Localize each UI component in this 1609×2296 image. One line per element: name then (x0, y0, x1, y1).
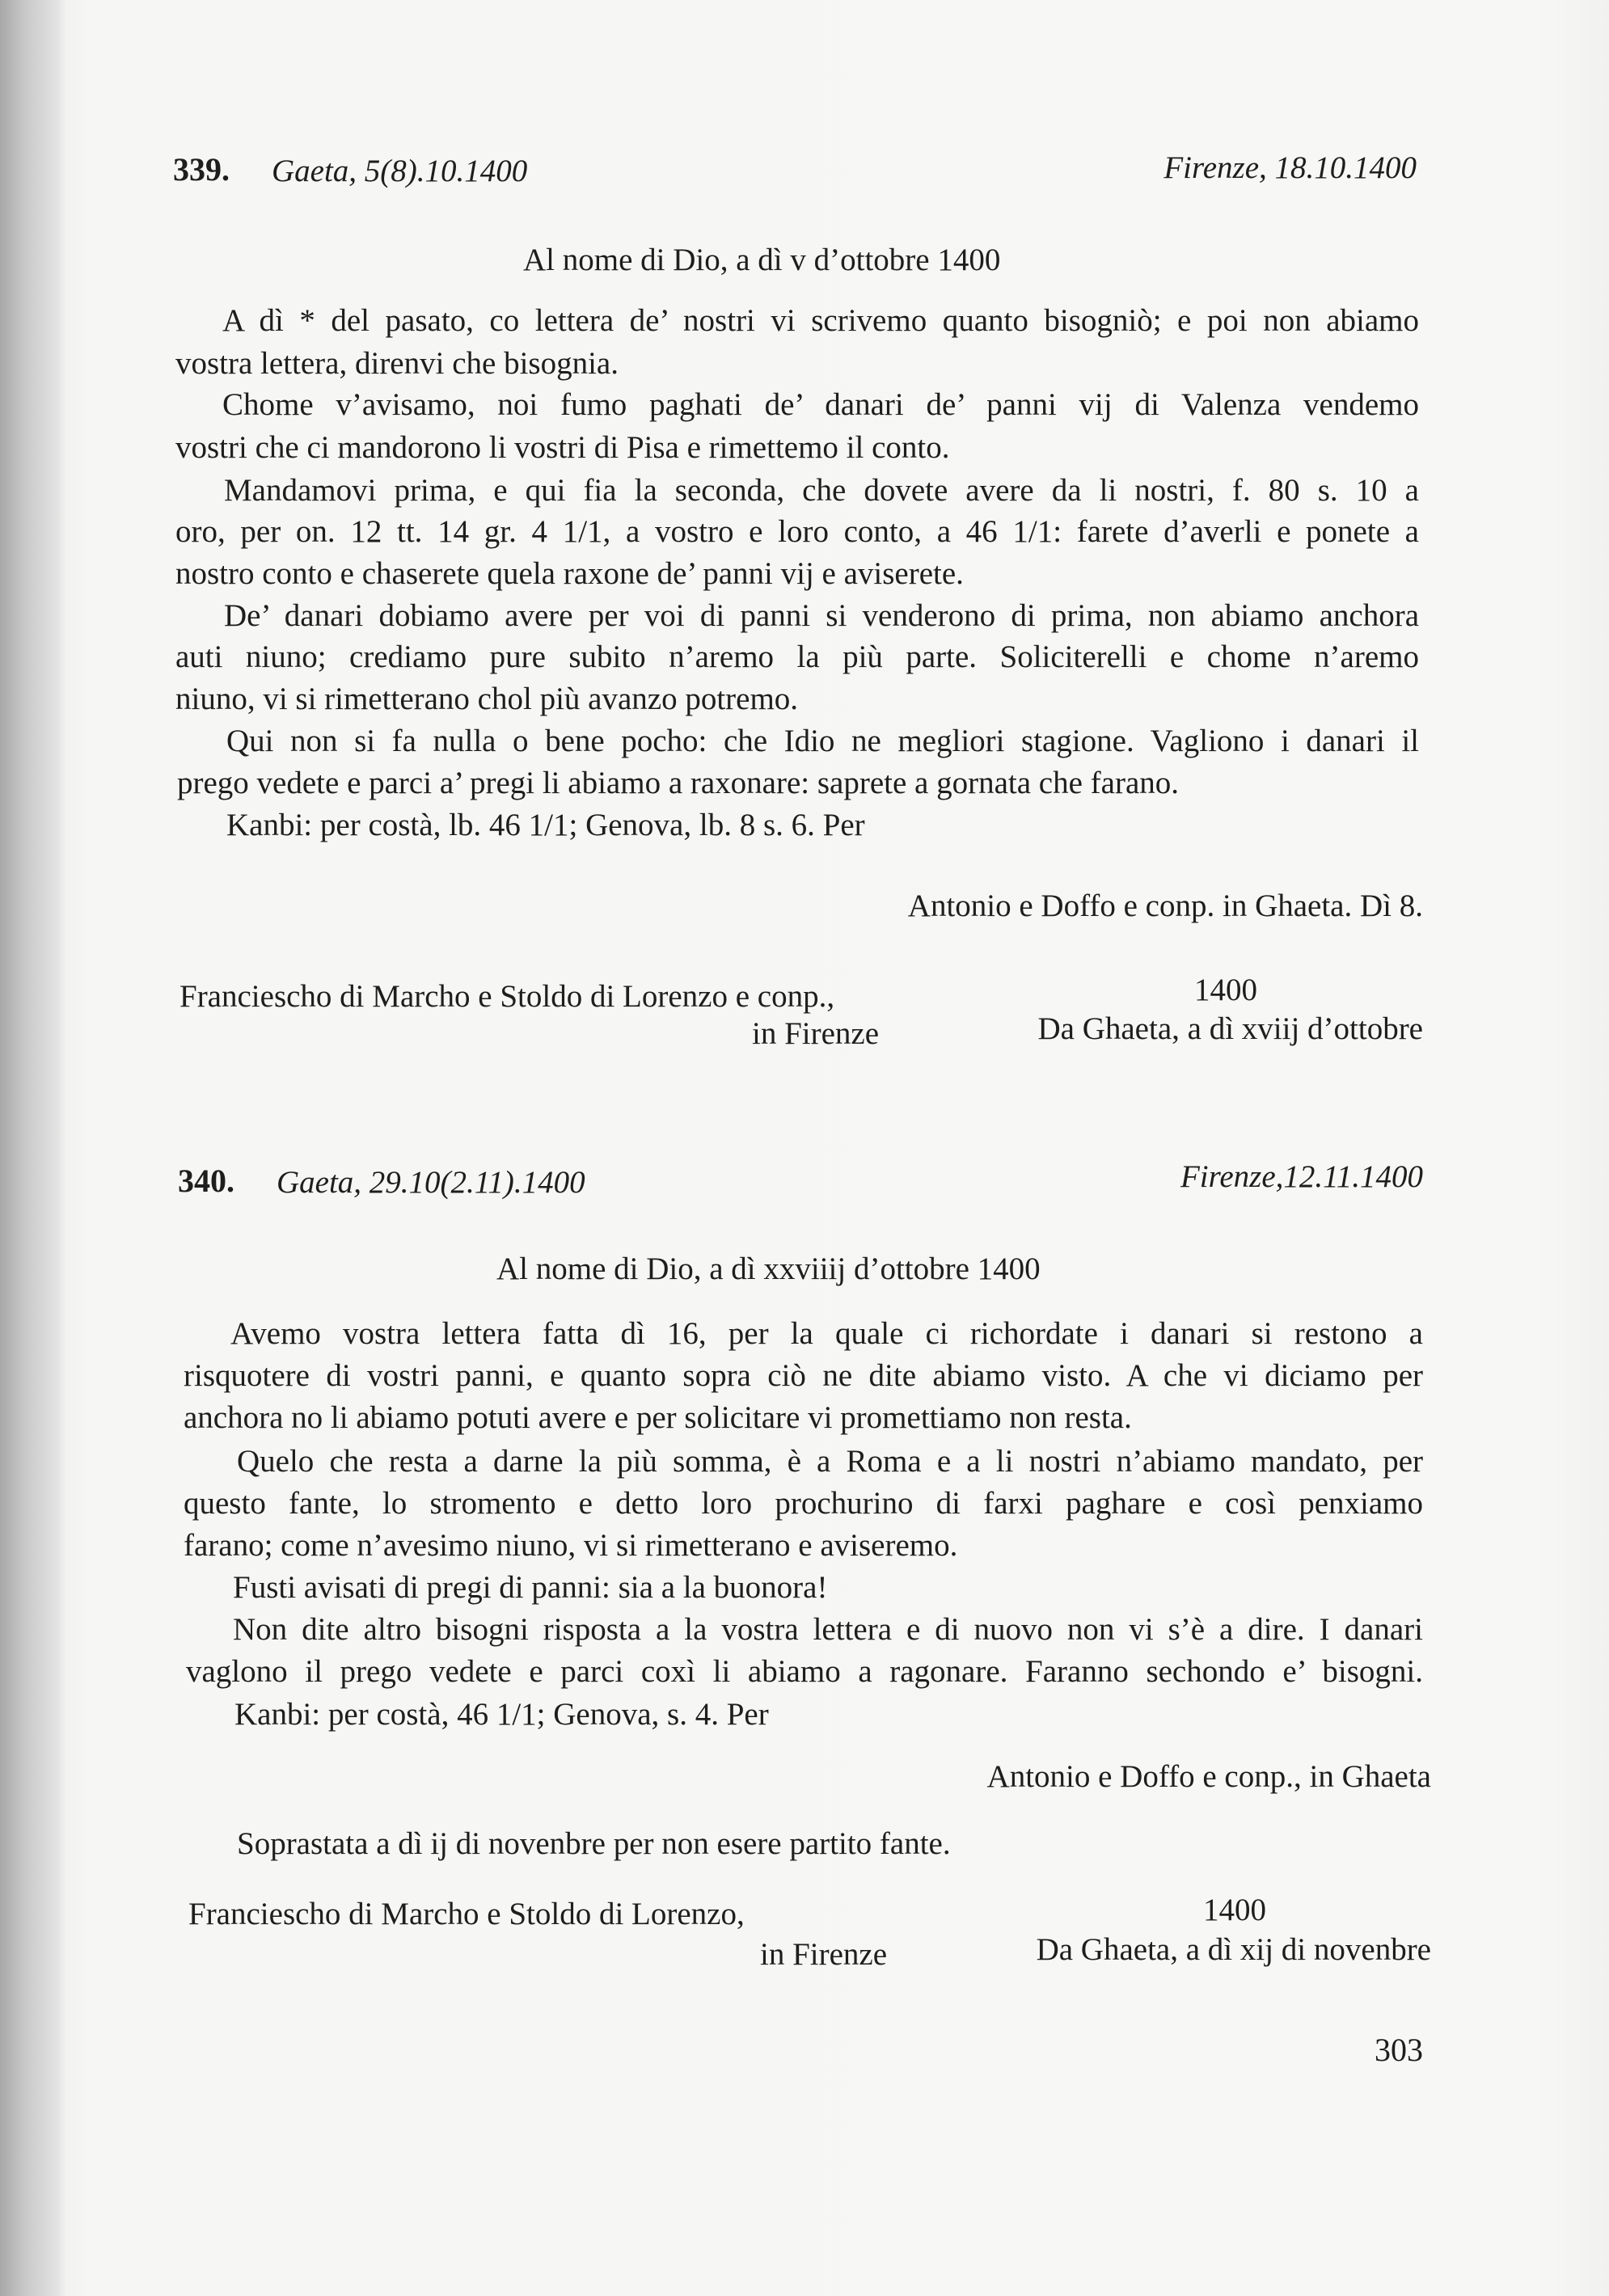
letter-339-number: 339. (173, 151, 230, 188)
page-gutter-shadow (0, 0, 66, 2296)
letter-339-line-6: oro, per on. 12 tt. 14 gr. 4 1/1, a vostro e loro conto, a 46 1/1: farete d’averli e ponete a (175, 514, 1419, 549)
letter-339-address-name: Franciescho di Marcho e Stoldo di Lorenzo e conp., (179, 979, 835, 1014)
letter-340-address-name: Franciescho di Marcho e Stoldo di Lorenzo, (188, 1897, 745, 1931)
letter-339-line-10: niuno, vi si rimetterano chol più avanzo potremo. (175, 682, 799, 716)
letter-340-receipt-year: 1400 (1203, 1893, 1266, 1927)
letter-340-line-7: Fusti avisati di pregi di panni: sia a la buonora! (233, 1570, 828, 1605)
letter-339-arrival-date: Firenze, 18.10.1400 (1163, 150, 1417, 185)
letter-340-line-10: Kanbi: per costà, 46 1/1; Genova, s. 4. Per (234, 1697, 769, 1732)
letter-340-line-8: Non dite altro bisogni risposta a la vostra lettera e di nuovo non vi s’è a dire. I danari (233, 1612, 1423, 1647)
letter-339-line-9: auti niuno; crediamo pure subito n’aremo la più parte. Soliciterelli e chome n’aremo (175, 639, 1419, 674)
letter-339-invocation: Al nome di Dio, a dì v d’ottobre 1400 (523, 243, 1001, 277)
letter-339-address-place: in Firenze (752, 1016, 880, 1051)
letter-339-line-4: vostri che ci mandorono li vostri di Pisa e rimettemo il conto. (175, 430, 950, 465)
letter-340-arrival-date: Firenze,12.11.1400 (1180, 1159, 1423, 1194)
letter-339-receipt-line: Da Ghaeta, a dì xviij d’ottobre (1037, 1011, 1423, 1046)
letter-340-line-9: vaglono il prego vedete e parci coxì li abiamo a ragonare. Faranno sechondo e’ bisogni. (186, 1654, 1423, 1689)
letter-340-line-5: questo fante, lo stromento e detto loro prochurino di farxi paghare e così penxiamo (184, 1486, 1423, 1521)
letter-339-line-11: Qui non si fa nulla o bene pocho: che Idio ne megliori stagione. Vagliono i danari il (226, 724, 1419, 758)
letter-339-line-3: Chome v’avisamo, noi fumo paghati de’ danari de’ panni vij di Valenza vendemo (222, 387, 1419, 422)
letter-339-line-8: De’ danari dobiamo avere per voi di panni si venderono di prima, non abiamo anchora (224, 598, 1419, 633)
page-number: 303 (1375, 2032, 1423, 2068)
letter-339-line-1: A dì * del pasato, co lettera de’ nostri vi scrivemo quanto bisogniò; e poi non abiamo (222, 303, 1419, 338)
letter-340-line-3: anchora no li abiamo potuti avere e per solicitare vi promettiamo non resta. (184, 1400, 1132, 1435)
letter-340-address-place: in Firenze (760, 1937, 888, 1972)
letter-340-invocation: Al nome di Dio, a dì xxviiij d’ottobre 1400 (496, 1251, 1041, 1286)
letter-339-receipt-year: 1400 (1194, 973, 1257, 1007)
letter-339-signature: Antonio e Doffo e conp. in Ghaeta. Dì 8. (907, 888, 1423, 923)
letter-340-origin-date: Gaeta, 29.10(2.11).1400 (277, 1165, 585, 1200)
letter-339-line-7: nostro conto e chaserete quela raxone de’ panni vij e aviserete. (175, 556, 964, 591)
letter-340-number: 340. (178, 1163, 234, 1199)
letter-340-line-6: farano; come n’avesimo niuno, vi si rimetterano e aviseremo. (184, 1528, 958, 1563)
letter-339-line-5: Mandamovi prima, e qui fia la seconda, che dovete avere da li nostri, f. 80 s. 10 a (224, 473, 1419, 508)
letter-340-line-2: risquotere di vostri panni, e quanto sopra ciò ne dite abiamo visto. A che vi diciamo per (184, 1358, 1423, 1393)
letter-340-receipt-line: Da Ghaeta, a dì xij di novenbre (1036, 1932, 1431, 1967)
letter-340-postscript: Soprastata a dì ij di novenbre per non esere partito fante. (237, 1826, 951, 1861)
letter-339-line-12: prego vedete e parci a’ pregi li abiamo a raxonare: saprete a gornata che farano. (177, 766, 1180, 800)
letter-340-line-4: Quelo che resta a darne la più somma, è a Roma e a li nostri n’abiamo mandato, per (237, 1444, 1423, 1479)
letter-339-line-13: Kanbi: per costà, lb. 46 1/1; Genova, lb. 8 s. 6. Per (226, 808, 865, 842)
letter-339-line-2: vostra lettera, direnvi che bisognia. (175, 346, 619, 381)
letter-339-origin-date: Gaeta, 5(8).10.1400 (272, 154, 528, 188)
letter-340-signature: Antonio e Doffo e conp., in Ghaeta (986, 1759, 1431, 1794)
letter-340-line-1: Avemo vostra lettera fatta dì 16, per la quale ci richordate i danari si restono a (230, 1316, 1423, 1351)
